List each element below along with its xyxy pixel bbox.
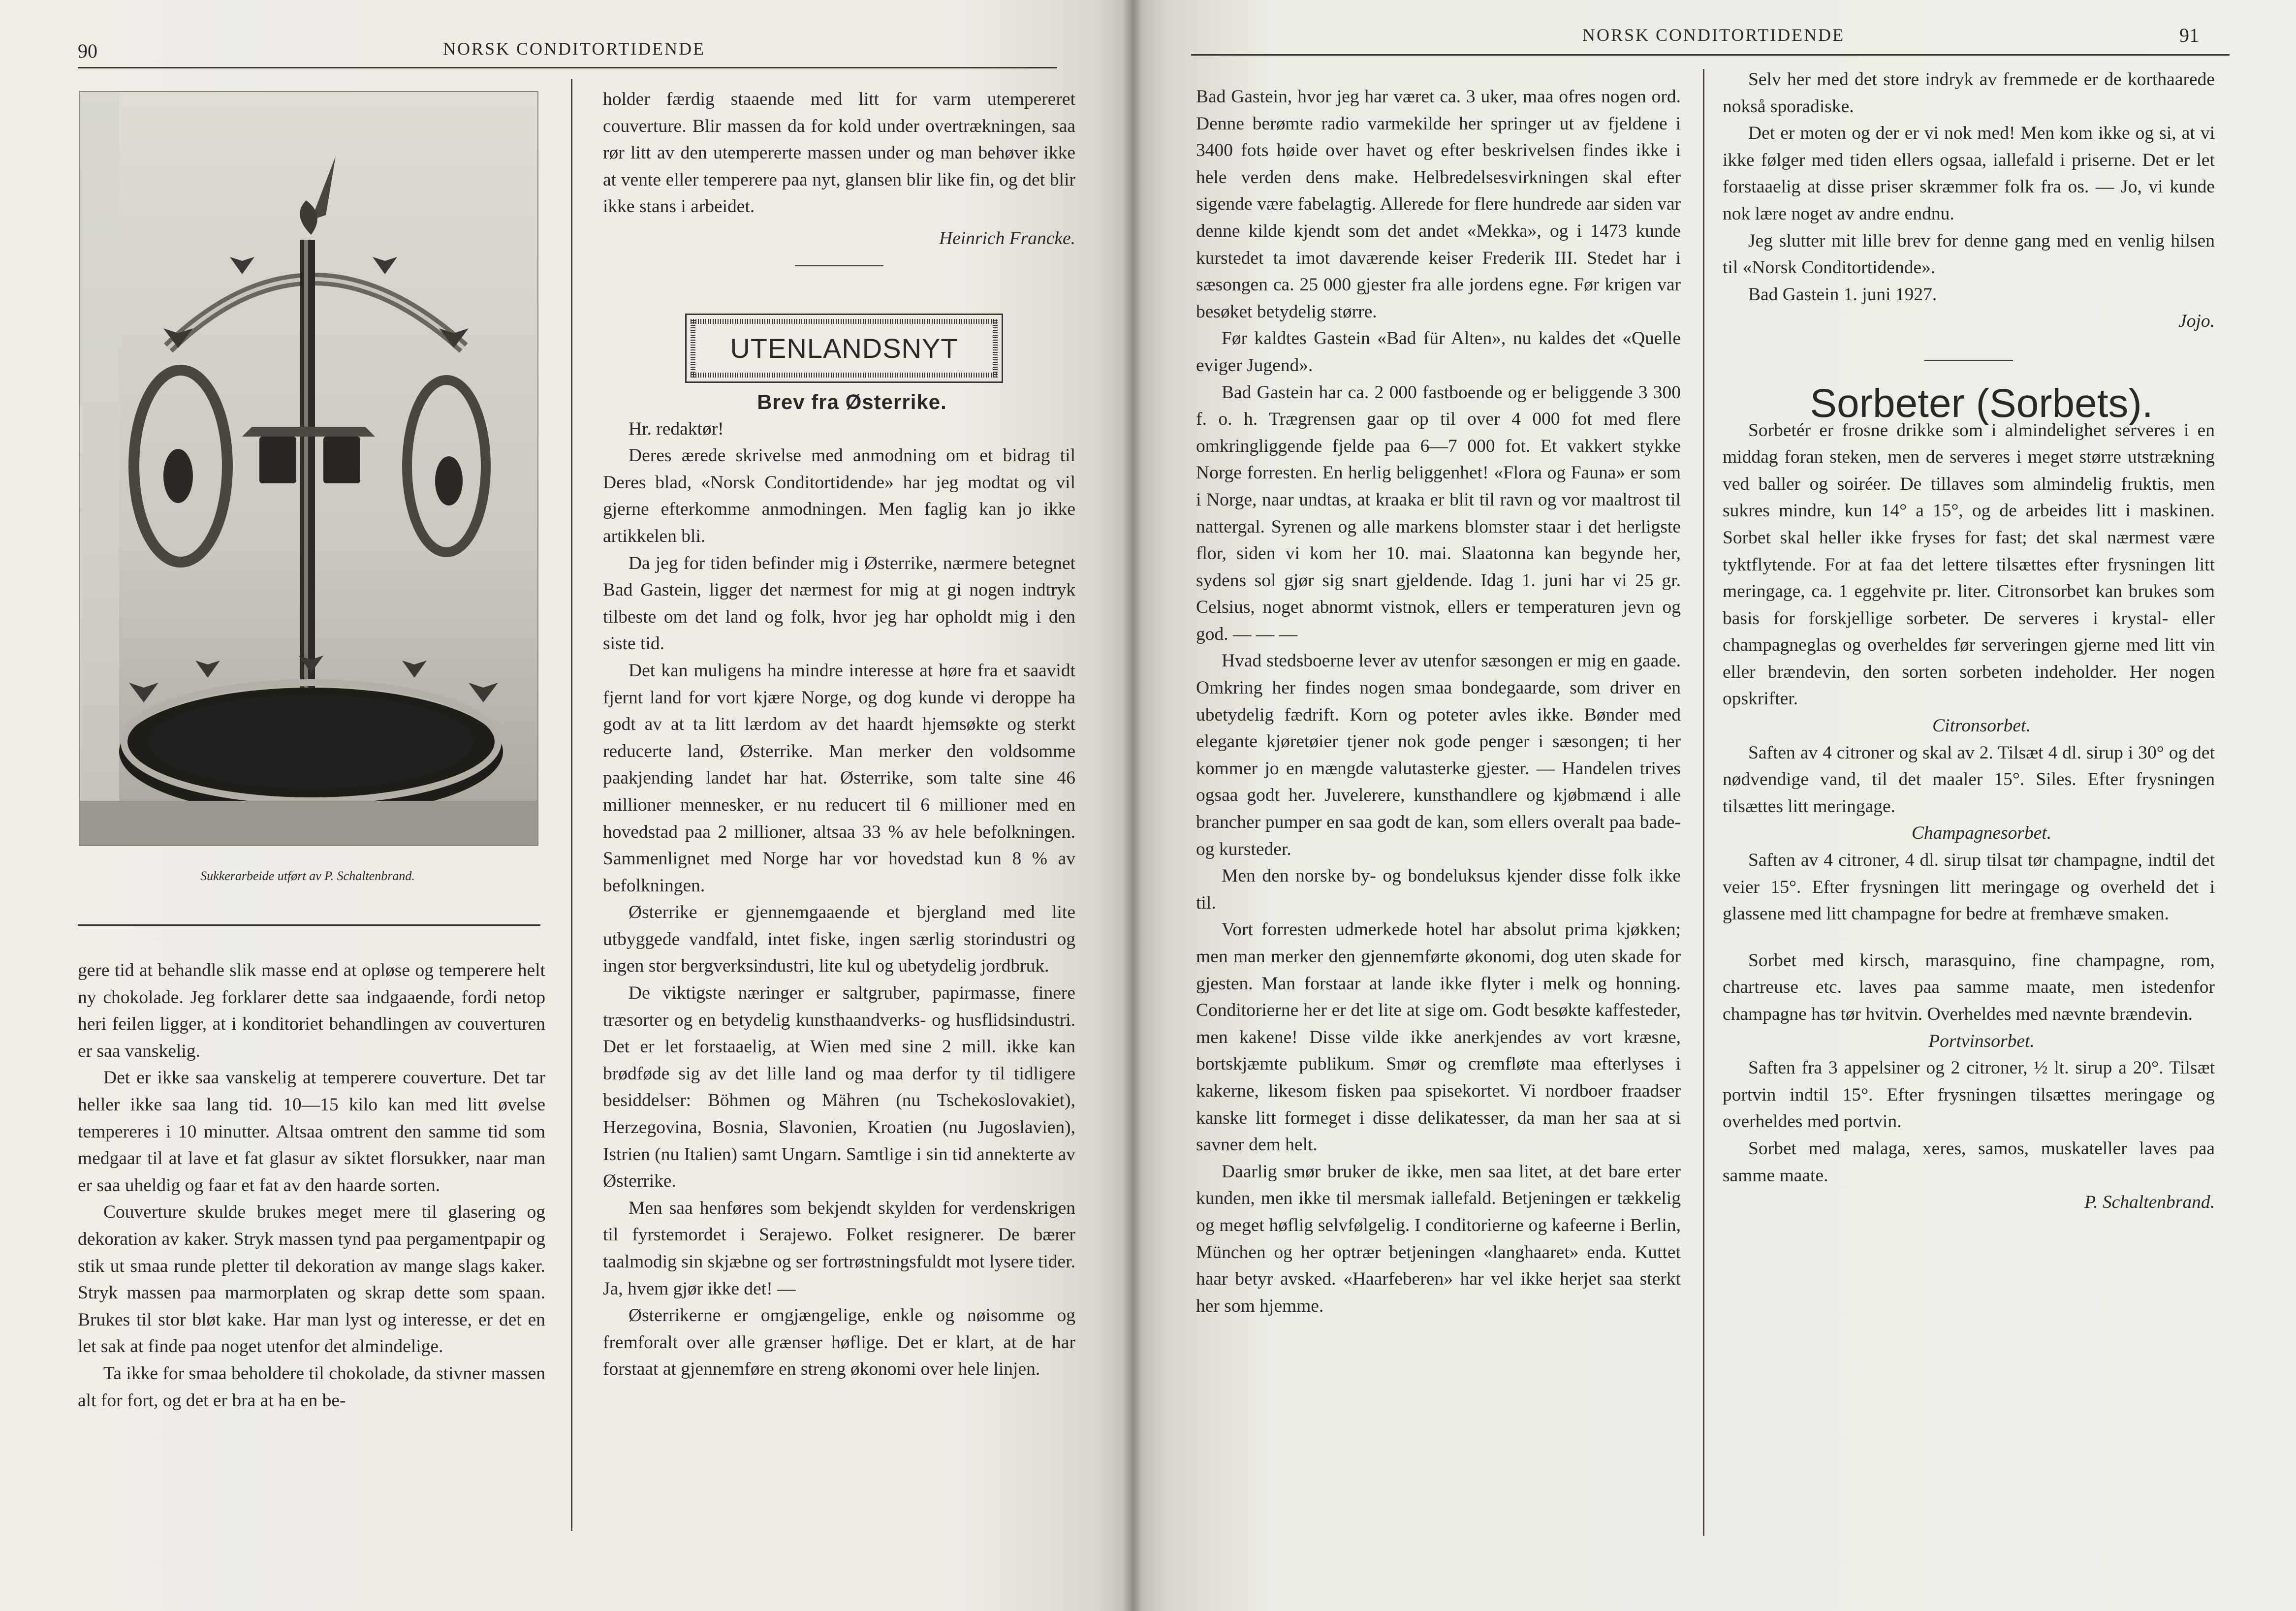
paragraph: Det kan muligens ha mindre interesse at høre fra et saavidt fjernt land for vort kjære Norge, og dog kunde vi deroppe ha godt av at ta litt lærdom av det haardt hjemsøkte og sterkt reducerte land, Østerrike. Man merker den voldsomme paakjending landet har hat. Østerrike, som talte sine 46 millioner mennesker, er nu reducert til 6 millioner med en hovedstad paa 2 millioner, altsaa 33 % av hele befolkningen. Sammenlignet med Norge har vor hovedstad kun 8 % av befolkningen. <box>603 660 1075 896</box>
caption-rule <box>78 924 540 926</box>
paragraph: Men saa henføres som bekjendt skylden for verdenskrigen til fyrstemordet i Serajewo. Folket resignerer. De bærer taalmodig sin skjæbne og ser fortrøstningsfuldt mot lysere tider. Ja, hvem gjør ikke det! — <box>603 1198 1075 1299</box>
recipe-text: Saften av 4 citroner, 4 dl. sirup tilsat tør champagne, indtil det veier 15°. Efter frysningen litt meringage og overheld det i glassene med litt champagne for bedre at fremhæve smaken. <box>1723 850 2215 924</box>
letter-heading: Brev fra Østerrike. <box>757 390 947 413</box>
header-rule <box>78 67 1057 68</box>
paragraph: Deres ærede skrivelse med anmodning om et bidrag til Deres blad, «Norsk Conditortidende» har jeg modtat og vil gjerne efterkomme anmodningen. Men faglig kan jo ikke artikkelen bli. <box>603 445 1075 546</box>
divider <box>795 265 883 266</box>
recipe-title: Portvinsorbet. <box>1928 1031 2035 1051</box>
paragraph: Vort forresten udmerkede hotel har absolut prima kjøkken; men man merker den gjennemførte økonomi, dog uten skade for gjesten. Man forstaar at lande ikke flyter i melk og honning. Conditorierne her er det lite at sige om. Godt besøkte kaffesteder, men kakene! Disse vilde ikke anerkjendes av vort kræsne, bortskjæmte publikum. Smør og cremfløte maa efterlyses i kakerne, likesom fisken paa spisekortet. Vi nordboer fraadser kanske litt formeget i disse delikatesser, da man her saa at si savner dem helt. <box>1196 919 1681 1155</box>
left-col2-top <box>603 86 1075 279</box>
recipe-title: Champagnesorbet. <box>1911 823 2052 844</box>
salutation: Hr. redaktør! <box>629 418 724 439</box>
right-col1-text <box>1196 84 1681 1320</box>
left-page <box>0 0 1132 1611</box>
paragraph: Couverture skulde brukes meget mere til glasering og dekoration av kaker. Stryk massen tynd paa pergamentpapir og stik ut smaa runde pletter til dekoration av mange slags kaker. Stryk massen paa marmorplaten og skrap dette som spaan. Brukes til stor bløt kake. Har man lyst og interesse, er det en let sak at finde paa noget utenfor det almindelige. <box>78 1202 545 1357</box>
paragraph: Da jeg for tiden befinder mig i Østerrike, nærmere betegnet Bad Gastein, ligger det nærmest for mig at gi nogen indtryk tilbeste om det land og folk, hvor jeg har opholdt mig i den siste tid. <box>603 553 1075 654</box>
dateline: Bad Gastein 1. juni 1927. <box>1748 284 1937 305</box>
photo-caption: Sukkerarbeide utført av P. Schaltenbrand. <box>200 869 415 883</box>
paragraph: Det er moten og der er vi nok med! Men kom ikke og si, at vi ikke følger med tiden ellers ogsaa, iallefald i priserne. Det er let forstaaelig at disse priser skræmmer folk fra os. — Jo, vi kunde nok lære noget av andre endnu. <box>1723 123 2215 224</box>
recipe-text: Sorbet med kirsch, marasquino, fine champagne, rom, chartreuse etc. laves paa samme maate, men istedenfor champagne has tør hvitvin. Overheldes med nævnte brændevin. <box>1723 950 2215 1024</box>
paragraph: Østerrikerne er omgjængelige, enkle og nøisomme og fremforalt over alle grænser høflige. Det er klart, at de har forstaat at gjennemføre en streng økonomi over hele linjen. <box>603 1305 1075 1380</box>
column-divider <box>571 79 572 1531</box>
paragraph: Hvad stedsboerne lever av utenfor sæsongen er mig en gaade. Omkring her findes nogen smaa bondegaarde, som driver en ubetydelig fædrift. Korn og poteter avles ikke. Bønder med elegante kjøretøier tjener nok gode penger i sæsongen; ti her kommer jo en mængde valutasterke gjester. — Handelen trives ogsaa godt her. Juvelerere, kunsthandlere og kjøbmænd i alle brancher pumper en saa godt de kan, som ellers overalt paa bade- og kursteder. <box>1196 651 1681 859</box>
right-col2-text <box>1723 66 2215 1216</box>
paragraph: Daarlig smør bruker de ikke, men saa litet, at det bare erter kunden, men ikke til mersmak iallefald. Betjeningen er tækkelig og meget høflig selvfølgelig. I conditorierne og kafeerne i Berlin, München og her optrær betjeningen «langhaaret» enda. Kuttet haar betyr avsked. «Haarfeberen» har vel ikke herjet saa sterkt her som hjemme. <box>1196 1161 1681 1316</box>
paragraph: Jeg slutter mit lille brev for denne gang med en venlig hilsen til «Norsk Conditortidende». <box>1723 230 2215 278</box>
paragraph: Selv her med det store indryk av fremmede er de korthaarede nokså sporadiske. <box>1723 69 2215 117</box>
paragraph: Men den norske by- og bondeluksus kjender disse folk ikke til. <box>1196 866 1681 913</box>
running-head: NORSK CONDITORTIDENDE <box>1582 25 1845 45</box>
recipe-text: Saften fra 3 appelsiner og 2 citroner, ½ lt. sirup a 20°. Tilsæt portvin indtil 15°. Efter frysningen tilsættes meringage og overheldes med portvin. <box>1723 1058 2215 1132</box>
header-rule <box>1191 54 2230 56</box>
running-head: NORSK CONDITORTIDENDE <box>443 39 706 59</box>
column-divider <box>1703 69 1704 1536</box>
left-col2-letter <box>603 389 1075 1383</box>
article-title: Sorbeter (Sorbets). <box>1810 380 2153 426</box>
paragraph: Før kaldtes Gastein «Bad für Alten», nu kaldes det «Quelle eviger Jugend». <box>1196 328 1681 376</box>
divider <box>1924 360 2013 361</box>
sugar-crown-illustration <box>80 92 537 845</box>
paragraph: gere tid at behandle slik masse end at opløse og temperere helt ny chokolade. Jeg forklarer dette saa indgaaende, fordi netop heri feilen ligger, at i konditoriet behandlingen av couverturen er saa vanskelig. <box>78 960 545 1061</box>
page-number: 90 <box>78 40 97 62</box>
recipe-text: Saften av 4 citroner og skal av 2. Tilsæt 4 dl. sirup i 30° og det nødvendige vand, til det maaler 15°. Siles. Efter frysningen tilsættes litt meringage. <box>1723 742 2215 817</box>
intro-paragraph: Sorbetér er frosne drikke som i almindelighet serveres i en middag foran steken, men de serveres i meget større utstrækning ved baller og soiréer. De tillaves som almindelig fruktis, men sukres mindre, kun 14° a 15°, og de arbeides litt i maskinen. Sorbet skal heller ikke fryses for fast; det skal nærmest være tyktflytende. For at faa det lettere tilsættes efter frysningen litt meringage, ca. 1 eggehvite pr. liter. Citronsorbet kan brukes som basis for forskjellige sorbeter. De serveres i krystal- eller champagneglas og overheldes før serveringen gjerne med litt vin eller brændevin, den sorten sorbeten indeholder. Her nogen opskrifter. <box>1723 420 2215 709</box>
right-page <box>1132 0 2296 1611</box>
left-col1-text <box>78 957 545 1414</box>
paragraph: Ta ikke for smaa beholdere til chokolade, da stivner massen alt for fort, og det er bra at ha en be- <box>78 1363 545 1411</box>
banner-title: UTENLANDSNYT <box>730 333 958 364</box>
paragraph: Østerrike er gjennemgaaende et bjergland med lite utbyggede vandfald, intet fiske, ingen særlig storindustri og ingen stor bergverksindustri, lite kul og ubetydelig jordbruk. <box>603 902 1075 977</box>
book-gutter <box>1123 0 1143 1611</box>
paragraph: holder færdig staaende med litt for varm utempereret couverture. Blir massen da for kold under overtrækningen, saa rør litt av den utempererte massen under og man behøver ikke at vente eller temperere paa nyt, glansen blir like fin, og det blir ikke stans i arbeidet. <box>603 89 1075 217</box>
final-signature: P. Schaltenbrand. <box>2084 1192 2215 1213</box>
banner-border-left <box>691 319 695 378</box>
banner-border-right <box>993 319 998 378</box>
page-number: 91 <box>2179 24 2199 46</box>
section-banner <box>685 314 1003 383</box>
paragraph: Bad Gastein, hvor jeg har været ca. 3 uker, maa ofres nogen ord. Denne berømte radio varmekilde her springer ut av fjeldene i 3400 fots høide over havet og efter beskrivelsen findes ikke i hele verden dens make. Helbredelsesvirkningen skal efter sigende være fabelagtig. Allerede for flere hundrede aar siden var denne kilde kjendt som det andet «Mekka», og i 1473 kunde kurstedet ta imot daværende keiser Frederik III. Stedet har i sæsongen ca. 25 000 gjester fra alle jordens egne. Før krigen var besøket betydelig større. <box>1196 87 1681 322</box>
recipe-title: Citronsorbet. <box>1932 716 2031 736</box>
paragraph: Det er ikke saa vanskelig at temperere couverture. Det tar heller ikke saa lang tid. 10—15 kilo kan med litt øvelse tempereres i 10 minutter. Altsaa omtrent den samme tid som medgaar til at lave et fat glasur av siktet florsukker, naar man er saa uheldig og faar et fat av den haarde sorten. <box>78 1068 545 1196</box>
paragraph: Bad Gastein har ca. 2 000 fastboende og er beliggende 3 300 f. o. h. Trægrensen gaar op til over 4 000 fot med flere omkringliggende fjelde paa 6—7 000 fot. Et vakkert stykke Norge forresten. En herlig beliggenhet! «Flora og Fauna» er som i Norge, naar undtas, at kraaka er blit til ravn og vor maaltrost til nattergal. Syrenen og alle markens blomster staar i det herligste flor, siden vi kom her 10. mai. Slaatonna kan begynde her, sydens sol gjør sig snart gjeldende. Idag 1. juni har vi 25 gr. Celsius, noget abnormt vistnok, ellers er temperaturen jevn og god. — — — <box>1196 382 1681 644</box>
recipe-text: Sorbet med malaga, xeres, samos, muskateller laves paa samme maate. <box>1723 1138 2215 1186</box>
sugar-sculpture-photo <box>79 91 538 846</box>
signature: Heinrich Francke. <box>939 228 1075 249</box>
paragraph: De viktigste næringer er saltgruber, papirmasse, finere træsorter og en betydelig kunsthaandverks- og husflidsindustri. Det er let forstaaelig, at Wien med sine 2 mill. ikke kan brødføde sig av det lille land og maa derfor ty til tidligere besiddelser: Böhmen og Mähren (nu Tschekoslovakiet), Herzegovina, Bosnia, Slavonien, Kroatien (nu Jugoslavien), Istrien (nu Italien) samt Ungarn. Samtlige i sin tid annekterte av Østerrike. <box>603 983 1075 1192</box>
signature: Jojo. <box>2178 311 2215 332</box>
